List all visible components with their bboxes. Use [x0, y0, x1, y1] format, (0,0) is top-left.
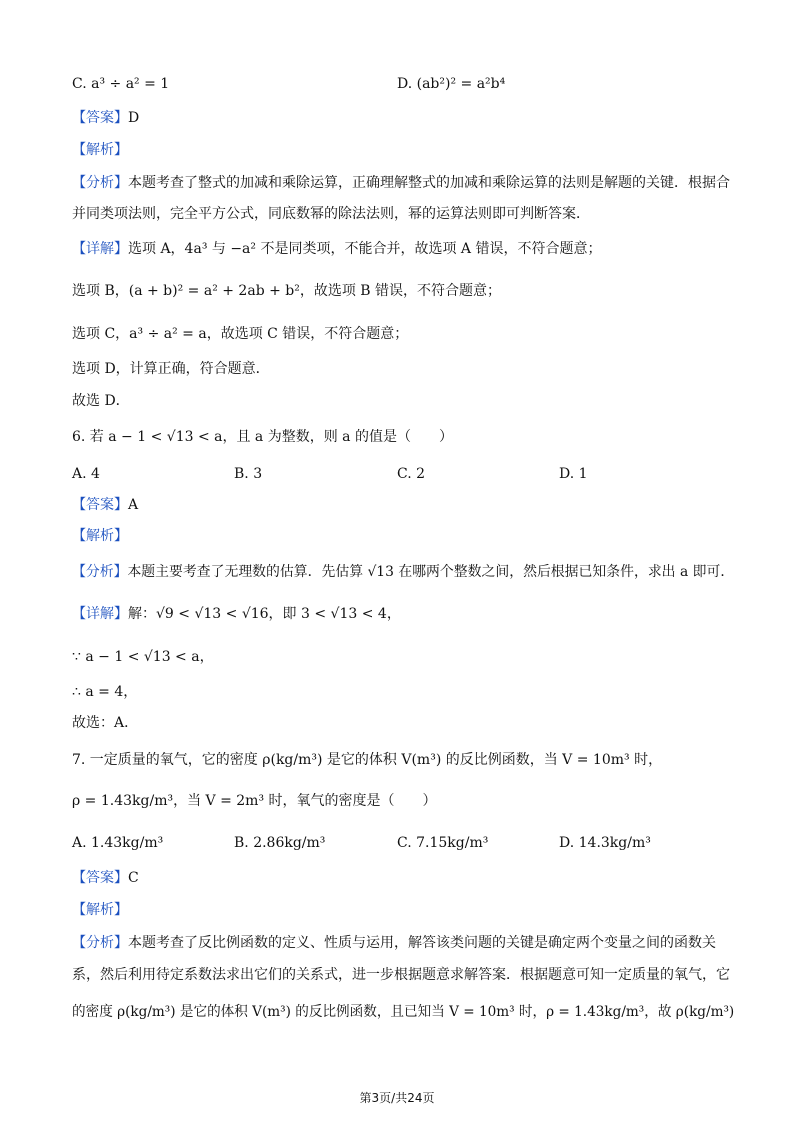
q6-fenxi-text: 本题主要考查了无理数的估算．先估算 √13 在哪两个整数之间，然后根据已知条件，求出 a 即可． — [127, 564, 735, 580]
q5-option-c-line: 选项 C，a³ ÷ a² = a，故选项 C 错误，不符合题意； — [72, 326, 409, 342]
q7-option-c: C. 7.15kg/m³ — [397, 835, 489, 851]
fenxi-tag: 【分析】 — [72, 175, 128, 191]
q5-answer-line — [72, 109, 139, 127]
q7-stem-2: ρ = 1.43kg/m³，当 V = 2m³ 时，氧气的密度是（ ） — [72, 793, 437, 809]
q7-fenxi-1 — [72, 934, 716, 952]
option-d: D. (ab²)² = a²b⁴ — [397, 76, 506, 92]
q6-therefore-line: ∴ a = 4， — [72, 684, 138, 700]
q7-fenxi-3: 的密度 ρ(kg/m³) 是它的体积 V(m³) 的反比例函数，且已知当 V = 10m³ 时，ρ = 1.43kg/m³，故 ρ(kg/m³) — [72, 1004, 735, 1020]
q5-conclusion: 故选 D． — [72, 393, 130, 409]
q7-fenxi-2: 系，然后利用待定系数法求出它们的关系式，进一步根据题意求解答案．根据题意可知一定质量的氧气，它 — [72, 967, 730, 983]
q6-since-line: ∵ a − 1 < √13 < a， — [72, 649, 214, 665]
q7-option-d: D. 14.3kg/m³ — [559, 835, 651, 851]
q6-option-c: C. 2 — [397, 466, 426, 482]
q7-option-a: A. 1.43kg/m³ — [72, 835, 164, 851]
q7-analysis-tag: 【解析】 — [72, 902, 128, 918]
answer-tag: 【答案】 — [72, 110, 128, 126]
q6-xiangjie-1 — [72, 605, 401, 623]
q7-answer: C — [128, 870, 139, 886]
q5-xiangjie-1 — [72, 240, 601, 258]
q5-fenxi-text-1: 本题考查了整式的加减和乘除运算，正确理解整式的加减和乘除运算的法则是解题的关键．根据合 — [128, 175, 730, 191]
q5-xiangjie-text-1: 选项 A，4a³ 与 −a² 不是同类项，不能合并，故选项 A 错误，不符合题意； — [128, 241, 602, 257]
q5-fenxi-2: 并同类项法则，完全平方公式，同底数幂的除法法则，幂的运算法则即可判断答案． — [72, 206, 590, 222]
q6-option-b: B. 3 — [234, 466, 263, 482]
q6-stem: 6. 若 a − 1 < √13 < a，且 a 为整数，则 a 的值是（ ） — [72, 429, 453, 445]
q6-xiangjie-text-1: 解：√9 < √13 < √16，即 3 < √13 < 4， — [128, 606, 401, 622]
q7-fenxi-text-1: 本题考查了反比例函数的定义、性质与运用，解答该类问题的关键是确定两个变量之间的函数关 — [128, 935, 716, 951]
xiangjie-tag: 【详解】 — [72, 241, 128, 257]
q7-stem-1: 7. 一定质量的氧气，它的密度 ρ(kg/m³) 是它的体积 V(m³) 的反比例函数，当 V = 10m³ 时， — [72, 752, 663, 768]
q6-fenxi — [72, 563, 734, 581]
page-number: 第3页/共24页 — [359, 1091, 435, 1105]
q6-analysis-tag: 【解析】 — [72, 528, 128, 544]
option-c: C. a³ ÷ a² = 1 — [72, 76, 170, 92]
q5-option-b-line: 选项 B，(a + b)² = a² + 2ab + b²，故选项 B 错误，不符合题意； — [72, 283, 502, 299]
q6-answer: A — [128, 497, 139, 513]
q5-answer: D — [128, 110, 140, 126]
q7-option-b: B. 2.86kg/m³ — [234, 835, 326, 851]
q6-option-d: D. 1 — [559, 466, 588, 482]
q6-answer-line — [72, 496, 138, 514]
answer-tag: 【答案】 — [72, 497, 128, 513]
q6-conclusion: 故选：A． — [72, 715, 139, 731]
q6-option-a: A. 4 — [72, 466, 100, 482]
q5-fenxi-1 — [72, 174, 730, 192]
q5-option-d-line: 选项 D，计算正确，符合题意． — [72, 361, 270, 377]
q5-analysis-tag: 【解析】 — [72, 142, 128, 158]
fenxi-tag: 【分析】 — [72, 564, 128, 580]
fenxi-tag: 【分析】 — [72, 935, 128, 951]
answer-tag: 【答案】 — [72, 870, 128, 886]
q7-answer-line — [72, 869, 139, 887]
xiangjie-tag: 【详解】 — [72, 606, 128, 622]
